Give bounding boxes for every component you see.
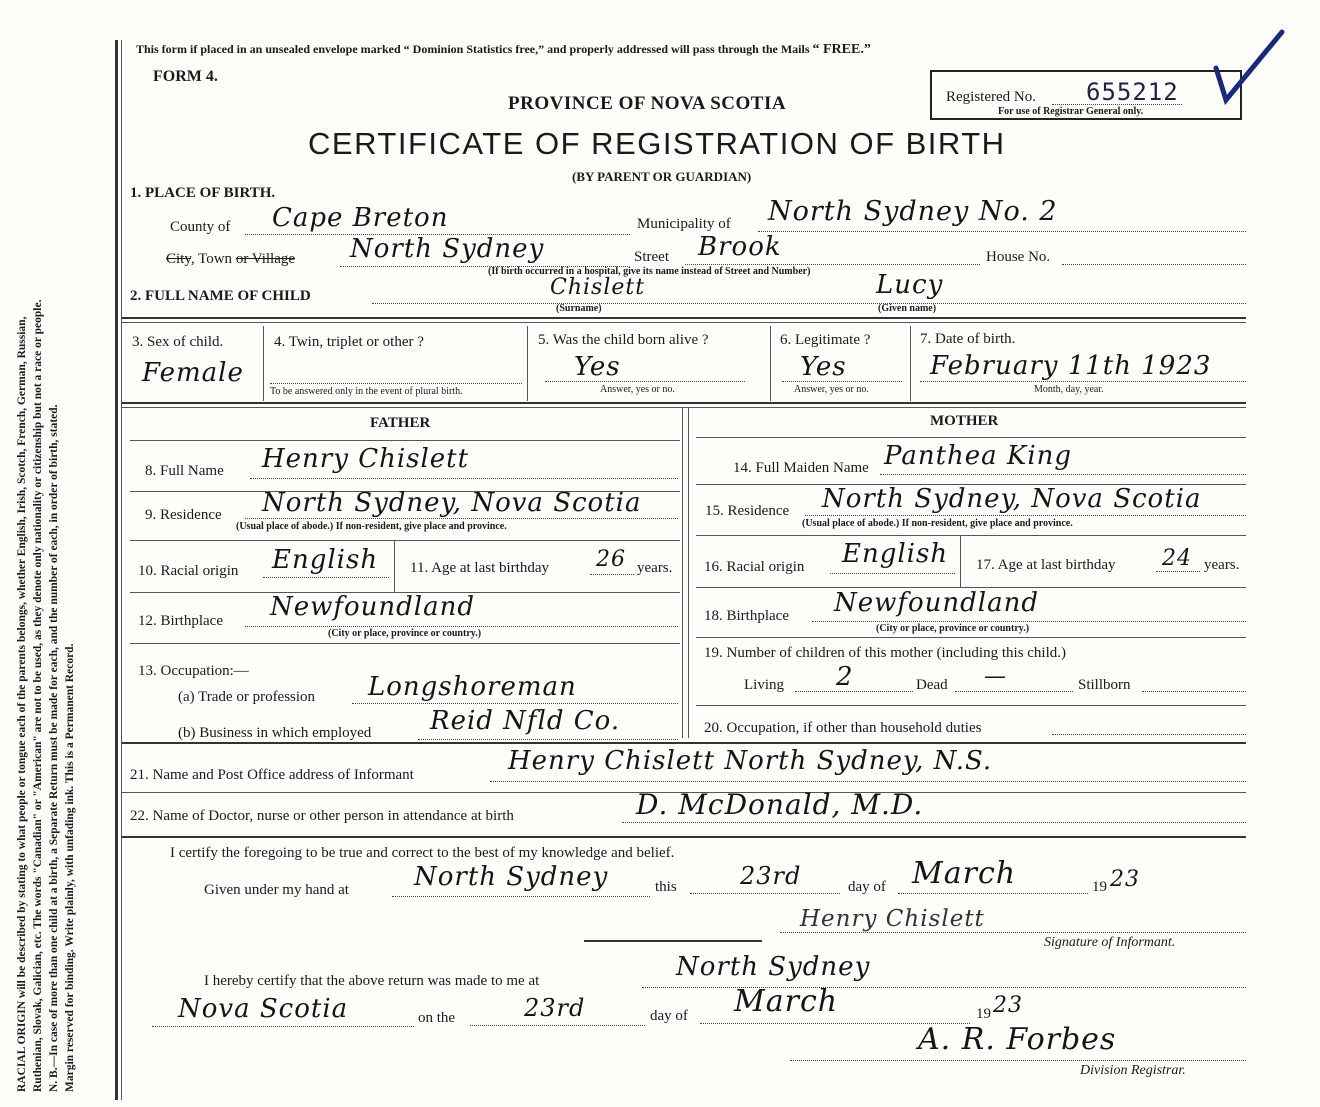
dotted-line (245, 626, 678, 627)
row-rule (696, 637, 1246, 638)
street-value: Brook (698, 232, 782, 262)
margin-instructions (14, 32, 110, 1092)
margin-line: Margin reserved for binding. Write plainly, with unfading ink. This is a Permanent Record. (64, 643, 76, 1092)
informant-label: 21. Name and Post Office address of Informant (130, 767, 414, 783)
division-registrar-caption: Division Registrar. (1080, 1063, 1186, 1078)
given-name-caption: (Given name) (878, 303, 937, 314)
section-rule (122, 742, 1246, 744)
dotted-line (1062, 264, 1246, 265)
dead-value: — (984, 664, 1007, 689)
separator-line (584, 940, 762, 942)
dotted-line (470, 1025, 645, 1026)
free-label: “ FREE.” (812, 42, 871, 57)
given-place-value: North Sydney (414, 862, 609, 892)
village-struck: or Village (235, 251, 296, 267)
cell-divider (527, 326, 528, 401)
dotted-line (270, 383, 522, 384)
registrar-year-printed: 19 (976, 1006, 991, 1022)
mother-age-label: 17. Age at last birthday (976, 557, 1116, 573)
province-heading: PROVINCE OF NOVA SCOTIA (508, 93, 787, 114)
row-rule (696, 535, 1246, 536)
father-birthplace-value: Newfoundland (270, 592, 476, 622)
row-rule (130, 540, 680, 541)
dotted-line (352, 703, 678, 704)
informant-value: Henry Chislett North Sydney, N.S. (508, 746, 993, 776)
section-rule (122, 322, 1246, 323)
registrar-year-value: 23 (993, 993, 1023, 1018)
dotted-line (955, 691, 1073, 692)
margin-line: N. B.—In case of more than one child at a birth, a Separate Return must be made for each, and the number of each, in order of birth, stated. (48, 404, 60, 1092)
cell-divider (394, 540, 395, 592)
father-heading: FATHER (370, 415, 431, 431)
certify-statement: I certify the foregoing to be true and correct to the best of my knowledge and belief. (170, 845, 675, 861)
dotted-line (1142, 691, 1246, 692)
dotted-line (622, 822, 1246, 823)
cell-divider (263, 326, 264, 401)
father-racial-origin-label: 10. Racial origin (138, 563, 239, 579)
place-of-birth-heading: 1. PLACE OF BIRTH. (130, 185, 276, 201)
dotted-line (795, 691, 913, 692)
form-number: FORM 4. (153, 68, 218, 85)
business-value: Reid Nfld Co. (430, 706, 621, 736)
born-alive-caption: Answer, yes or no. (600, 384, 675, 395)
certificate-subtitle: (BY PARENT OR GUARDIAN) (572, 169, 752, 184)
business-label: (b) Business in which employed (178, 725, 372, 741)
legitimate-caption: Answer, yes or no. (794, 384, 869, 395)
mother-residence-note: (Usual place of abode.) If non-resident, give place and province. (802, 518, 1073, 529)
dotted-line (920, 381, 1246, 382)
registered-number: 655212 (1086, 78, 1179, 106)
father-residence-value: North Sydney, Nova Scotia (262, 488, 642, 518)
dotted-line (812, 621, 1246, 622)
year-printed: 19 (1092, 879, 1107, 895)
dotted-line (790, 1060, 1246, 1061)
street-label: Street (634, 249, 669, 265)
city-struck: City (166, 251, 191, 267)
father-racial-origin-value: English (272, 545, 379, 575)
mother-birthplace-value: Newfoundland (834, 588, 1040, 618)
dotted-line (880, 474, 1246, 475)
margin-rule (115, 40, 118, 1100)
registrar-statement: I hereby certify that the above return was made to me at (204, 973, 540, 989)
dotted-line (245, 518, 678, 519)
dotted-line (1052, 734, 1246, 735)
dotted-line (263, 577, 389, 578)
mail-notice-text: This form if placed in an unsealed envelope marked “ Dominion Statistics free,” and properly addressed will pass through the Mails (136, 42, 810, 56)
dotted-line (590, 574, 634, 575)
registrar-signature: A. R. Forbes (918, 1022, 1117, 1057)
mother-age-value: 24 (1162, 546, 1192, 571)
dotted-line (805, 515, 1246, 516)
municipality-label: Municipality of (637, 216, 731, 232)
stillborn-label: Stillborn (1078, 677, 1131, 693)
dotted-line (1156, 571, 1200, 572)
occupation-label: 13. Occupation:— (138, 663, 249, 679)
registrar-day-of-label: day of (650, 1008, 688, 1024)
child-surname-value: Chislett (550, 275, 646, 300)
child-name-label: 2. FULL NAME OF CHILD (130, 288, 311, 304)
surname-caption: (Surname) (556, 303, 602, 314)
mother-name-value: Panthea King (884, 441, 1073, 471)
day-of-label: day of (848, 879, 886, 895)
margin-line: RACIAL ORIGIN will be described by stating to what people or tongue each of the parents belongs, whether English, Irish, Scotch, French, German, Russian, (16, 316, 28, 1092)
dotted-line (758, 231, 1246, 232)
dotted-line (690, 893, 840, 894)
margin-rule (121, 40, 122, 1100)
mother-racial-origin-value: English (842, 539, 949, 569)
given-under-label: Given under my hand at (204, 882, 349, 898)
mother-residence-label: 15. Residence (705, 503, 790, 519)
town-label: , Town (190, 251, 233, 267)
mother-age-years: years. (1204, 557, 1240, 573)
row-rule (696, 437, 1246, 438)
dotted-line (372, 303, 1246, 304)
dotted-line (780, 932, 1246, 933)
on-the-label: on the (418, 1010, 456, 1026)
mother-name-label: 14. Full Maiden Name (733, 460, 869, 476)
margin-line: Ruthenian, Slovak, Galician, etc. The words "Canadian" or "American" are not to be used, as they denote only nationality or citizenship but not a race or people. (32, 299, 44, 1092)
section-rule (122, 402, 1246, 404)
trade-label: (a) Trade or profession (178, 689, 316, 705)
father-residence-label: 9. Residence (145, 507, 222, 523)
doctor-label: 22. Name of Doctor, nurse or other person in attendance at birth (130, 808, 514, 824)
dotted-line (250, 478, 678, 479)
born-alive-label: 5. Was the child born alive ? (538, 332, 709, 348)
dotted-line (830, 573, 955, 574)
mail-notice (136, 42, 871, 58)
informant-signature-caption: Signature of Informant. (1044, 935, 1176, 950)
house-no-label: House No. (986, 249, 1051, 265)
father-age-years: years. (637, 560, 673, 576)
legitimate-value: Yes (800, 352, 847, 382)
cell-divider (960, 535, 961, 587)
dotted-line (642, 987, 1246, 988)
informant-signature: Henry Chislett (800, 906, 985, 932)
legitimate-label: 6. Legitimate ? (780, 332, 871, 348)
registrar-use-note: For use of Registrar General only. (998, 106, 1144, 117)
row-rule (696, 705, 1246, 706)
hospital-note: (If birth occurred in a hospital, give its name instead of Street and Number) (488, 266, 811, 277)
doctor-value: D. McDonald, M.D. (636, 788, 924, 821)
county-label: County of (170, 219, 231, 235)
born-alive-value: Yes (574, 352, 621, 382)
section-rule (122, 836, 1246, 838)
column-divider (688, 408, 689, 738)
dotted-line (152, 1026, 414, 1027)
mother-birthplace-label: 18. Birthplace (704, 608, 789, 624)
children-count-label: 19. Number of children of this mother (including this child.) (704, 645, 1067, 661)
town-value: North Sydney (350, 234, 545, 264)
sex-value: Female (142, 358, 244, 388)
trade-value: Longshoreman (368, 672, 577, 702)
dotted-line (418, 739, 678, 740)
father-name-value: Henry Chislett (262, 444, 470, 474)
registrar-month-value: March (734, 984, 839, 1019)
father-age-label: 11. Age at last birthday (410, 560, 549, 576)
row-rule (130, 440, 680, 441)
dotted-line (392, 896, 650, 897)
county-value: Cape Breton (272, 203, 449, 233)
dotted-line (898, 893, 1088, 894)
column-divider (682, 408, 683, 738)
child-given-name-value: Lucy (876, 270, 944, 300)
this-label: this (655, 879, 677, 895)
twin-note: To be answered only in the event of plural birth. (270, 386, 463, 397)
sex-label: 3. Sex of child. (132, 334, 224, 350)
registrar-day-value: 23rd (524, 994, 586, 1022)
row-rule (130, 643, 680, 644)
certify-day-value: 23rd (740, 862, 802, 890)
date-of-birth-caption: Month, day, year. (1034, 384, 1104, 395)
section-rule (122, 317, 1246, 319)
living-label: Living (744, 677, 784, 693)
cell-divider (910, 326, 911, 401)
registrar-place2-value: Nova Scotia (178, 994, 349, 1024)
dotted-line (782, 381, 902, 382)
father-birthplace-label: 12. Birthplace (138, 613, 223, 629)
mother-residence-value: North Sydney, Nova Scotia (822, 484, 1202, 514)
dotted-line (490, 781, 1246, 782)
town-label-group (166, 251, 295, 268)
cell-divider (770, 326, 771, 401)
mother-occupation-label: 20. Occupation, if other than household duties (704, 720, 982, 736)
municipality-value: North Sydney No. 2 (768, 196, 1058, 227)
registrar-place-value: North Sydney (676, 952, 871, 982)
certify-year-value: 23 (1110, 867, 1140, 892)
father-age-value: 26 (596, 547, 626, 572)
dead-label: Dead (916, 677, 948, 693)
father-birthplace-note: (City or place, province or country.) (328, 628, 482, 639)
dotted-line (685, 264, 980, 265)
registered-no-label: Registered No. (946, 89, 1036, 105)
certify-month-value: March (912, 856, 1017, 891)
living-value: 2 (836, 662, 854, 692)
mother-birthplace-note: (City or place, province or country.) (876, 623, 1030, 634)
date-of-birth-label: 7. Date of birth. (920, 331, 1016, 347)
certificate-title: CERTIFICATE OF REGISTRATION OF BIRTH (308, 126, 1006, 161)
date-of-birth-value: February 11th 1923 (930, 351, 1212, 381)
father-residence-note: (Usual place of abode.) If non-resident, give place and province. (236, 521, 507, 532)
section-rule (122, 407, 1246, 408)
mother-racial-origin-label: 16. Racial origin (704, 559, 805, 575)
check-mark-icon (1210, 28, 1290, 108)
twin-label: 4. Twin, triplet or other ? (274, 334, 424, 350)
father-name-label: 8. Full Name (145, 463, 224, 479)
mother-heading: MOTHER (930, 413, 999, 429)
dotted-line (545, 381, 745, 382)
